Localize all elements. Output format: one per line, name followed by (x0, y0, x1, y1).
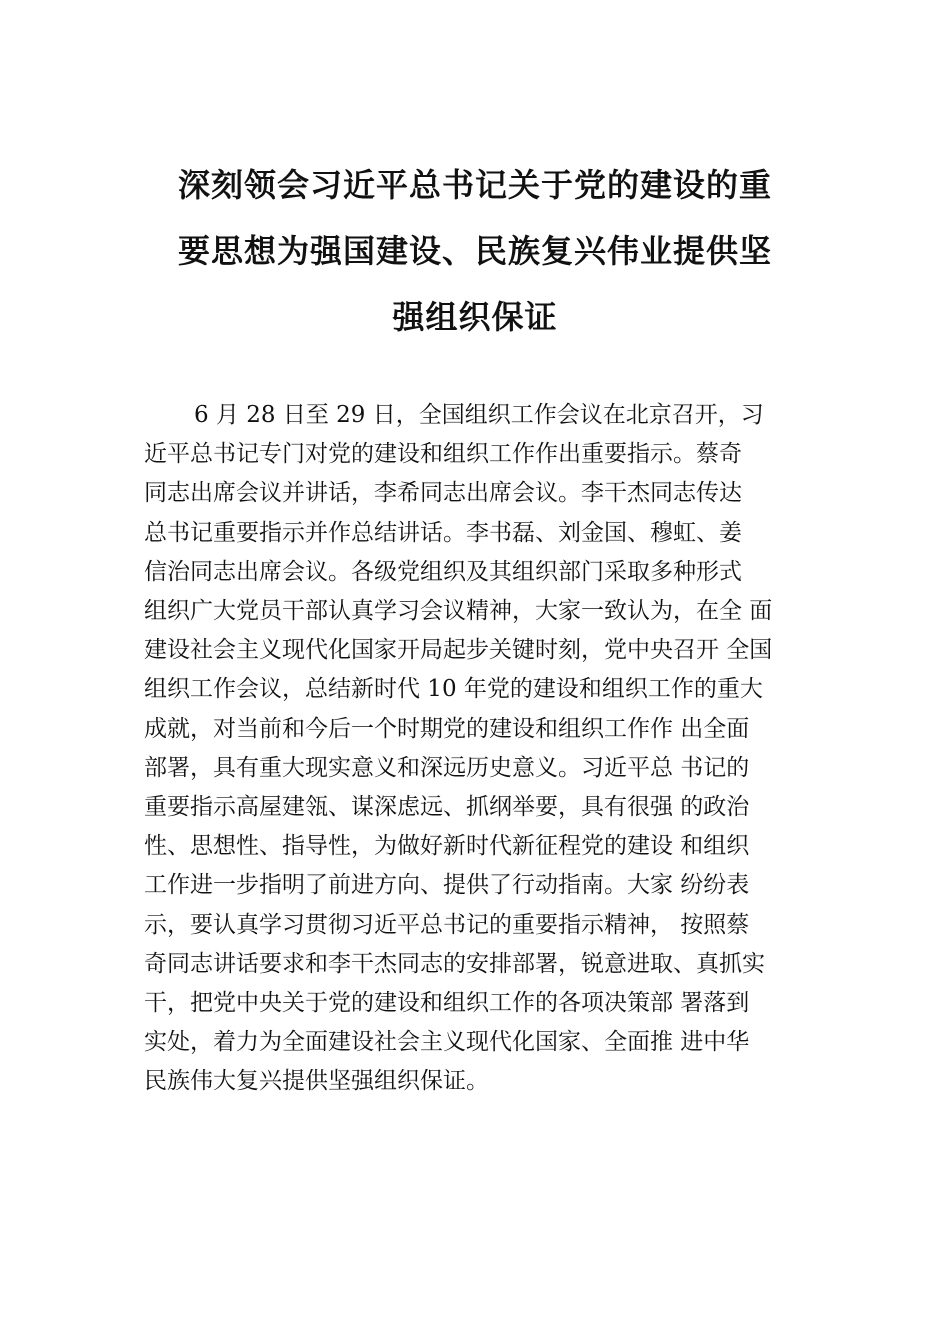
body-line: 建设社会主义现代化国家开局起步关键时刻，党中央召开 全国 (144, 637, 773, 664)
body-line: 组织广大党员干部认真学习会议精神，大家一致认为，在全 面 (144, 598, 773, 625)
body-line: 成就，对当前和今后一个时期党的建设和组织工作作 出全面 (144, 715, 750, 742)
body-line: 实处，着力为全面建设社会主义现代化国家、全面推 进中华 (144, 1029, 750, 1056)
body-line: 部署，具有重大现实意义和深远历史意义。习近平总 书记的 (144, 754, 750, 781)
body-line: 同志出席会议并讲话，李希同志出席会议。李干杰同志传达 (144, 480, 742, 507)
body-line: 干，把党中央关于党的建设和组织工作的各项决策部 署落到 (144, 990, 750, 1017)
body-line: 民族伟大复兴提供坚强组织保证。 (144, 1068, 489, 1095)
body-line: 示，要认真学习贯彻习近平总书记的重要指示精神， 按照蔡 (144, 911, 750, 938)
body-line: 组织工作会议，总结新时代 10 年党的建设和组织工作的重大 (144, 676, 763, 703)
body-line: 工作进一步指明了前进方向、提供了行动指南。大家 纷纷表 (144, 872, 750, 899)
body-line: 奇同志讲话要求和李干杰同志的安排部署，锐意进取、真抓实 (144, 950, 765, 977)
body-line: 近平总书记专门对党的建设和组织工作作出重要指示。蔡奇 (144, 441, 742, 468)
body-paragraph (144, 396, 824, 1102)
document-title (150, 152, 800, 350)
title-line: 深刻领会习近平总书记关于党的建设的重 (177, 166, 772, 204)
body-line: 信治同志出席会议。各级党组织及其组织部门采取多种形式 (144, 558, 742, 585)
body-line: 性、思想性、指导性，为做好新时代新征程党的建设 和组织 (144, 833, 750, 860)
body-line: 总书记重要指示并作总结讲话。李书磊、刘金国、穆虹、姜 (144, 519, 742, 546)
body-line: 重要指示高屋建瓴、谋深虑远、抓纲举要，具有很强 的政治 (144, 794, 750, 821)
title-line: 强组织保证 (392, 298, 558, 336)
title-line: 要思想为强国建设、民族复兴伟业提供坚 (177, 232, 772, 270)
body-line: 6 月 28 日至 29 日，全国组织工作会议在北京召开，习 (194, 402, 764, 428)
